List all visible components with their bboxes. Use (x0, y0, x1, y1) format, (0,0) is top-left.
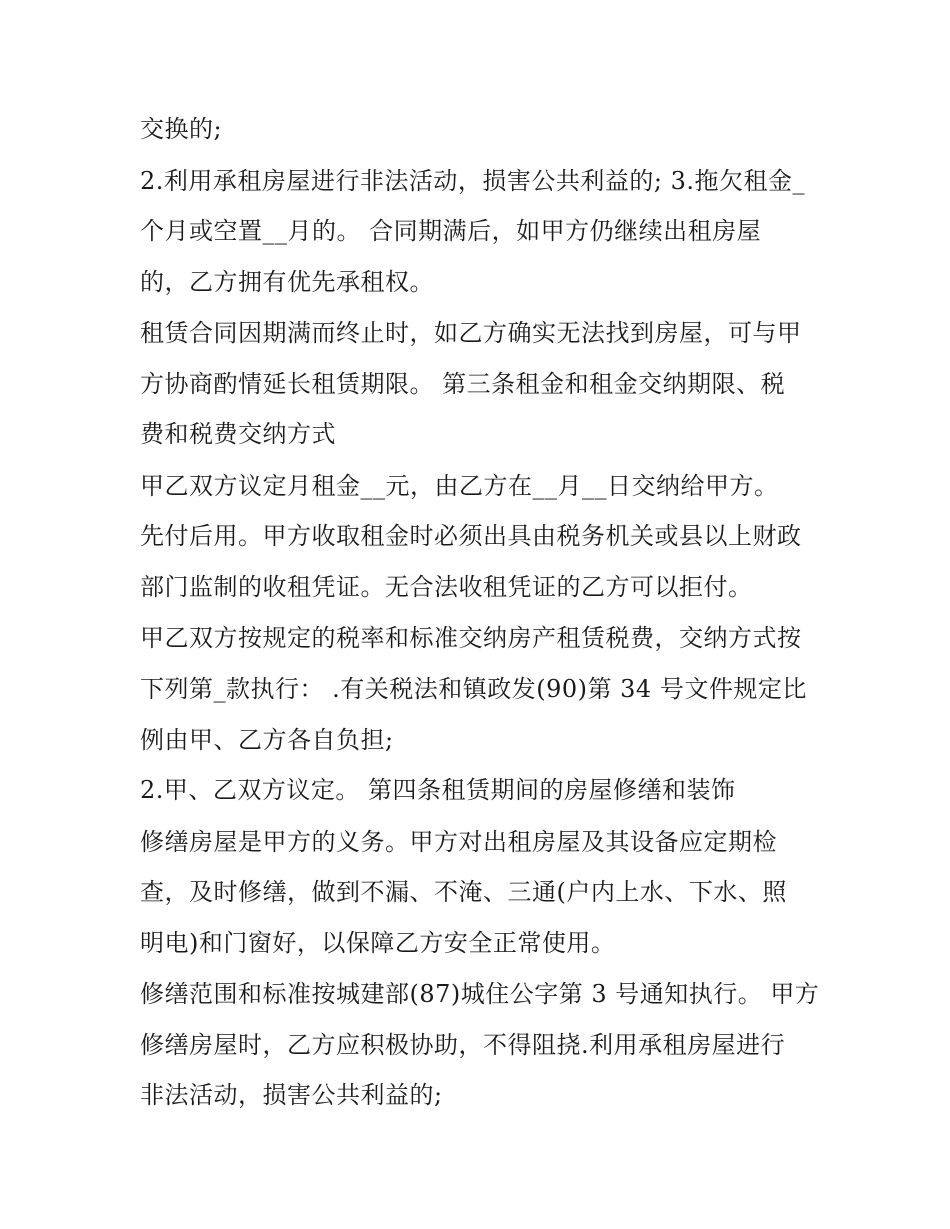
text-line: 2.利用承租房屋进行非法活动，损害公共利益的; 3.拖欠租金_ (140, 167, 806, 195)
text-line: 修缮房屋是甲方的义务。甲方对出租房屋及其设备应定期检 (140, 828, 777, 856)
text-line: 查，及时修缮，做到不漏、不淹、三通(户内上水、下水、照 (140, 878, 787, 906)
text-line: 租赁合同因期满而终止时，如乙方确实无法找到房屋，可与甲 (140, 319, 802, 347)
text-line: 2.甲、乙双方议定。 第四条租赁期间的房屋修缮和装饰 (140, 776, 736, 804)
text-line: 方协商酌情延长租赁期限。 第三条租金和租金交纳期限、税 (140, 370, 786, 398)
text-line: 甲乙双方按规定的税率和标准交纳房产租赁税费，交纳方式按 (140, 624, 802, 652)
text-line: 甲乙双方议定月租金__元，由乙方在__月__日交纳给甲方。 (140, 472, 779, 500)
text-line: 修缮房屋时，乙方应积极协助，不得阻挠.利用承租房屋进行 (140, 1031, 786, 1059)
text-line: 个月或空置__月的。 合同期满后，如甲方仍继续出租房屋 (140, 217, 762, 245)
text-line: 先付后用。甲方收取租金时必须出具由税务机关或县以上财政 (140, 522, 802, 550)
text-line: 修缮范围和标准按城建部(87)城住公字第 3 号通知执行。 甲方 (140, 980, 820, 1008)
text-line: 明电)和门窗好，以保障乙方安全正常使用。 (140, 929, 616, 957)
text-line: 例由甲、乙方各自负担; (140, 726, 394, 754)
text-line: 交换的; (140, 115, 223, 143)
text-line: 的，乙方拥有优先承租权。 (140, 268, 434, 296)
text-line: 非法活动，损害公共利益的; (140, 1081, 443, 1109)
text-line: 部门监制的收租凭证。无合法收租凭证的乙方可以拒付。 (140, 573, 753, 601)
text-line: 费和税费交纳方式 (140, 420, 336, 448)
text-line: 下列第_款执行： .有关税法和镇政发(90)第 34 号文件规定比 (140, 675, 807, 703)
